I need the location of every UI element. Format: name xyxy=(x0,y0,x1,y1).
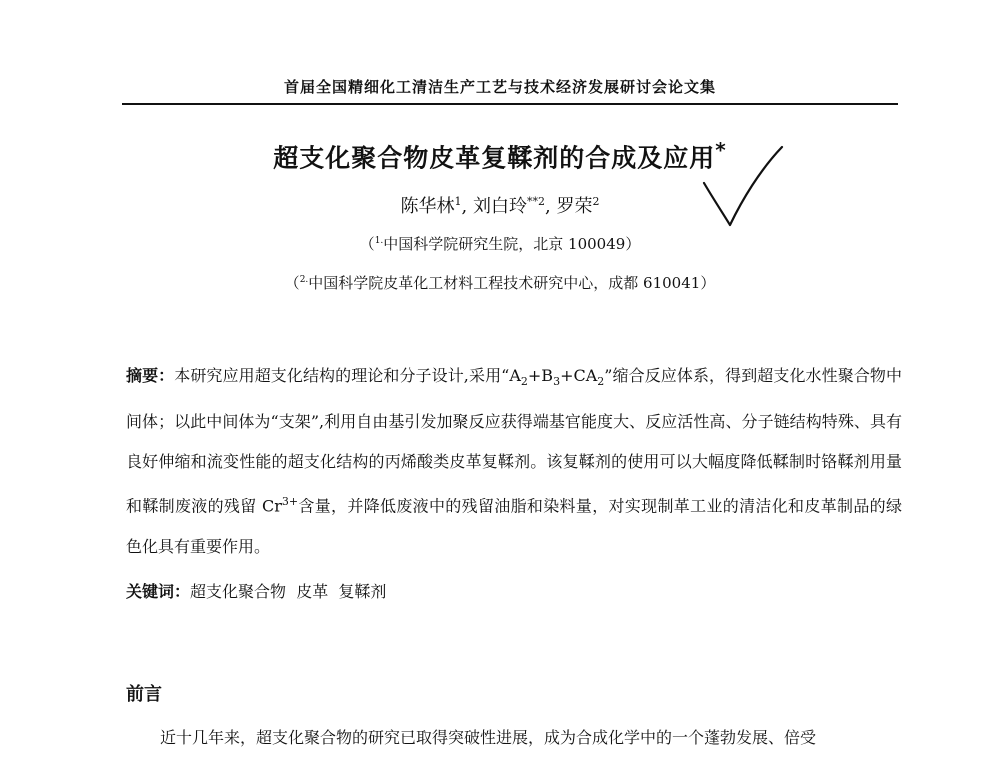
author-affil-mark: 2 xyxy=(592,195,600,208)
affiliation-text: 中国科学院研究生院，北京 100049 xyxy=(383,235,626,253)
intro-paragraph: 近十几年来，超支化聚合物的研究已取得突破性进展，成为合成化学中的一个蓬勃发展、倍受 xyxy=(160,728,817,747)
abstract-label: 摘要： xyxy=(126,366,175,385)
author-name: 陈华林 xyxy=(400,196,455,217)
affil-mark: 2. xyxy=(299,275,309,285)
affiliation-1: （$^{1.}$中国科学院研究生院，北京 100049） xyxy=(359,235,641,253)
affiliation-2: （$^{2.}$中国科学院皮革化工材料工程技术研究中心，成都 610041） xyxy=(284,274,716,292)
title-text: 超支化聚合物皮革复鞣剂的合成及应用 xyxy=(273,143,716,173)
abstract-paragraph: 摘要：本研究应用超支化结构的理论和分子设计,采用“$A_2+B_3+CA_2$”缩合反应体系，得到超支化水性聚合物中间体；以此中间体为“支架”,利用自由基引发加聚反应获得端基官能度大、反应活性高、分子链结构特殊、具有良好伸缩和流变性能的超支化结构的丙烯酸类皮革复鞣剂。该复鞣剂的使用可以大幅度降低鞣制时铬鞣剂用量和鞣制废液的残留 $Cr^{3+}$含量，并降低废液中的残留油脂和染料量，对实现制革工业的清洁化和皮革制品的绿色化具有重要作用。 xyxy=(126,366,902,556)
author-name: 罗荣 xyxy=(556,196,593,217)
header-rule xyxy=(122,103,898,105)
affiliation-text: 中国科学院皮革化工材料工程技术研究中心，成都 610041 xyxy=(308,274,701,292)
author-name: 刘白玲 xyxy=(473,196,527,217)
author-affil-mark: **2 xyxy=(527,195,545,208)
keywords-text: 超支化聚合物 皮革 复鞣剂 xyxy=(190,582,387,601)
paper-title xyxy=(0,138,1000,174)
author-list: 陈华林$^1$, 刘白玲$^{**2}$, 罗荣$^2$ xyxy=(400,195,600,217)
affil-mark: 1. xyxy=(374,236,384,246)
author-affil-mark: 1 xyxy=(454,195,462,208)
running-header: 首届全国精细化工清洁生产工艺与技术经济发展研讨会论文集 xyxy=(283,78,716,96)
keywords-line xyxy=(126,572,902,612)
title-footnote-mark: * xyxy=(715,138,727,162)
keywords-label: 关键词： xyxy=(126,582,191,601)
section-heading-intro: 前言 xyxy=(126,684,162,705)
